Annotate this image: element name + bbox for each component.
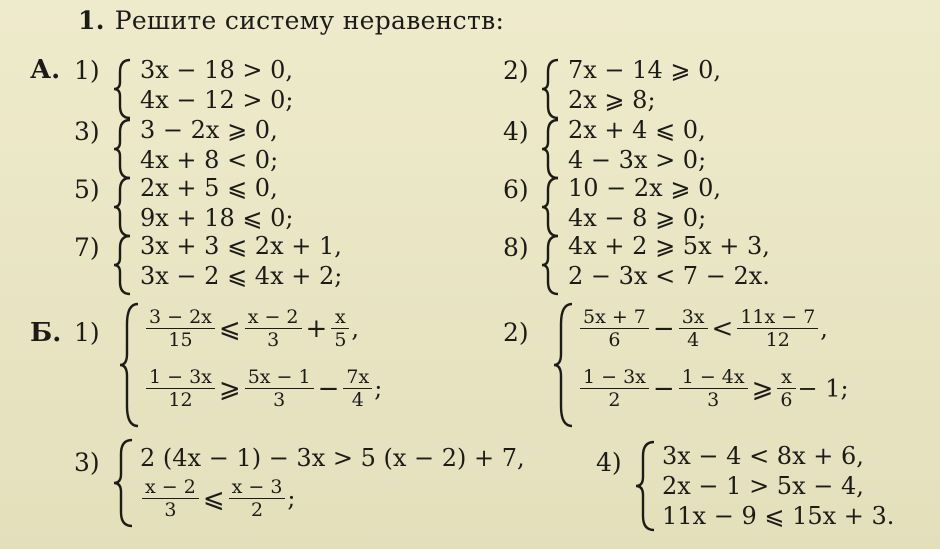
problem-a1-number: 1) [74, 56, 100, 85]
brace-a3 [112, 118, 134, 180]
numerator: 5x − 1 [245, 366, 314, 389]
section-a-label: А. [30, 55, 61, 85]
fraction [229, 476, 286, 521]
section-b-label: Б. [30, 318, 62, 348]
line-end: ; [374, 374, 383, 403]
fraction [580, 366, 649, 411]
denominator: 3 [707, 389, 720, 411]
problem-a4-number: 4) [503, 117, 529, 146]
denominator: 4 [687, 329, 700, 351]
brace-b2 [552, 302, 576, 428]
fraction [142, 476, 199, 521]
fraction [580, 306, 649, 351]
problem-b4-line2: 2x − 1 > 5x − 4, [662, 472, 864, 500]
numerator: 3x [679, 306, 708, 329]
denominator: 2 [250, 499, 264, 521]
exercise-instruction: Решите систему неравенств: [114, 6, 505, 35]
numerator: 1 − 3x [146, 366, 215, 389]
denominator: 12 [765, 329, 790, 351]
problem-a6-line2: 4x − 8 ⩾ 0; [568, 204, 707, 232]
fraction [737, 306, 818, 351]
problem-a1-line1: 3x − 18 > 0, [140, 56, 293, 84]
denominator: 2 [608, 389, 621, 411]
operator: ⩽ [202, 483, 225, 514]
exercise-number: 1. [78, 6, 105, 35]
brace-a2 [540, 58, 562, 120]
problem-a5-line2: 9x + 18 ⩽ 0; [140, 204, 294, 232]
fraction [679, 306, 708, 351]
exercise-title [78, 6, 504, 35]
fraction [146, 306, 215, 351]
problem-b4-number: 4) [596, 448, 622, 477]
operator: ⩽ [218, 313, 241, 344]
problem-a3-number: 3) [74, 117, 100, 146]
numerator: 1 − 4x [679, 366, 748, 389]
problem-a8-line1: 4x + 2 ⩾ 5x + 3, [568, 232, 770, 260]
numerator: x [777, 366, 795, 389]
brace-a5 [112, 176, 134, 238]
line-end: − 1; [797, 374, 849, 403]
numerator: 1 − 3x [580, 366, 649, 389]
problem-a4-line2: 4 − 3x > 0; [568, 146, 707, 174]
problem-b1-number: 1) [74, 318, 100, 347]
denominator: 4 [351, 389, 364, 411]
problem-a2-line1: 7x − 14 ⩾ 0, [568, 56, 721, 84]
brace-a8 [540, 234, 562, 296]
brace-b1 [118, 302, 142, 428]
problem-a2-number: 2) [503, 56, 529, 85]
denominator: 3 [164, 499, 177, 521]
problem-a7-number: 7) [74, 233, 100, 262]
brace-a7 [112, 234, 134, 296]
brace-b3 [112, 438, 136, 528]
problem-b1-line2 [144, 366, 382, 411]
brace-b4 [634, 440, 658, 532]
operator: < [711, 313, 734, 344]
fraction [245, 366, 314, 411]
problem-a6-number: 6) [503, 175, 529, 204]
operator: − [317, 373, 340, 404]
problem-b3-line1: 2 (4x − 1) − 3x > 5 (x − 2) + 7, [140, 444, 525, 472]
page-bottom-edge [0, 540, 940, 549]
numerator: 5x + 7 [580, 306, 649, 329]
problem-b2-line2 [578, 366, 849, 411]
problem-b3-line2 [140, 476, 296, 521]
denominator: 3 [273, 389, 286, 411]
problem-b4-line1: 3x − 4 < 8x + 6, [662, 442, 864, 470]
problem-a5-number: 5) [74, 175, 100, 204]
operator: ⩾ [218, 373, 241, 404]
operator: ⩾ [751, 373, 774, 404]
numerator: x − 2 [245, 306, 302, 329]
operator: − [652, 313, 675, 344]
line-end: ; [287, 484, 296, 513]
fraction [245, 306, 302, 351]
problem-a3-line2: 4x + 8 < 0; [140, 146, 279, 174]
fraction [679, 366, 748, 411]
denominator: 6 [608, 329, 621, 351]
fraction [343, 366, 372, 411]
brace-a6 [540, 176, 562, 238]
operator: + [305, 313, 328, 344]
numerator: x − 3 [229, 476, 286, 499]
brace-a4 [540, 118, 562, 180]
problem-b3-number: 3) [74, 448, 100, 477]
numerator: x [331, 306, 349, 329]
problem-b4-line3: 11x − 9 ⩽ 15x + 3. [662, 502, 895, 530]
problem-a5-line1: 2x + 5 ⩽ 0, [140, 174, 278, 202]
problem-b2-line1 [578, 306, 828, 351]
numerator: 11x − 7 [737, 306, 818, 329]
line-end: , [351, 314, 360, 343]
numerator: x − 2 [142, 476, 199, 499]
denominator: 5 [334, 329, 347, 351]
problem-a7-line2: 3x − 2 ⩽ 4x + 2; [140, 262, 343, 290]
problem-a3-line1: 3 − 2x ⩾ 0, [140, 116, 278, 144]
brace-a1 [112, 58, 134, 120]
problem-a4-line1: 2x + 4 ⩽ 0, [568, 116, 706, 144]
fraction [146, 366, 215, 411]
problem-a7-line1: 3x + 3 ⩽ 2x + 1, [140, 232, 342, 260]
denominator: 6 [780, 389, 793, 411]
problem-a8-line2: 2 − 3x < 7 − 2x. [568, 262, 770, 290]
denominator: 12 [168, 389, 193, 411]
line-end: , [820, 314, 828, 343]
numerator: 7x [343, 366, 372, 389]
fraction [331, 306, 349, 351]
problem-b2-number: 2) [503, 318, 529, 347]
fraction [777, 366, 795, 411]
problem-a2-line2: 2x ⩾ 8; [568, 86, 656, 114]
operator: − [652, 373, 675, 404]
problem-b1-line1 [144, 306, 359, 351]
problem-a1-line2: 4x − 12 > 0; [140, 86, 294, 114]
problem-a6-line1: 10 − 2x ⩾ 0, [568, 174, 721, 202]
numerator: 3 − 2x [146, 306, 215, 329]
denominator: 3 [267, 329, 280, 351]
problem-a8-number: 8) [503, 233, 529, 262]
denominator: 15 [168, 329, 193, 351]
